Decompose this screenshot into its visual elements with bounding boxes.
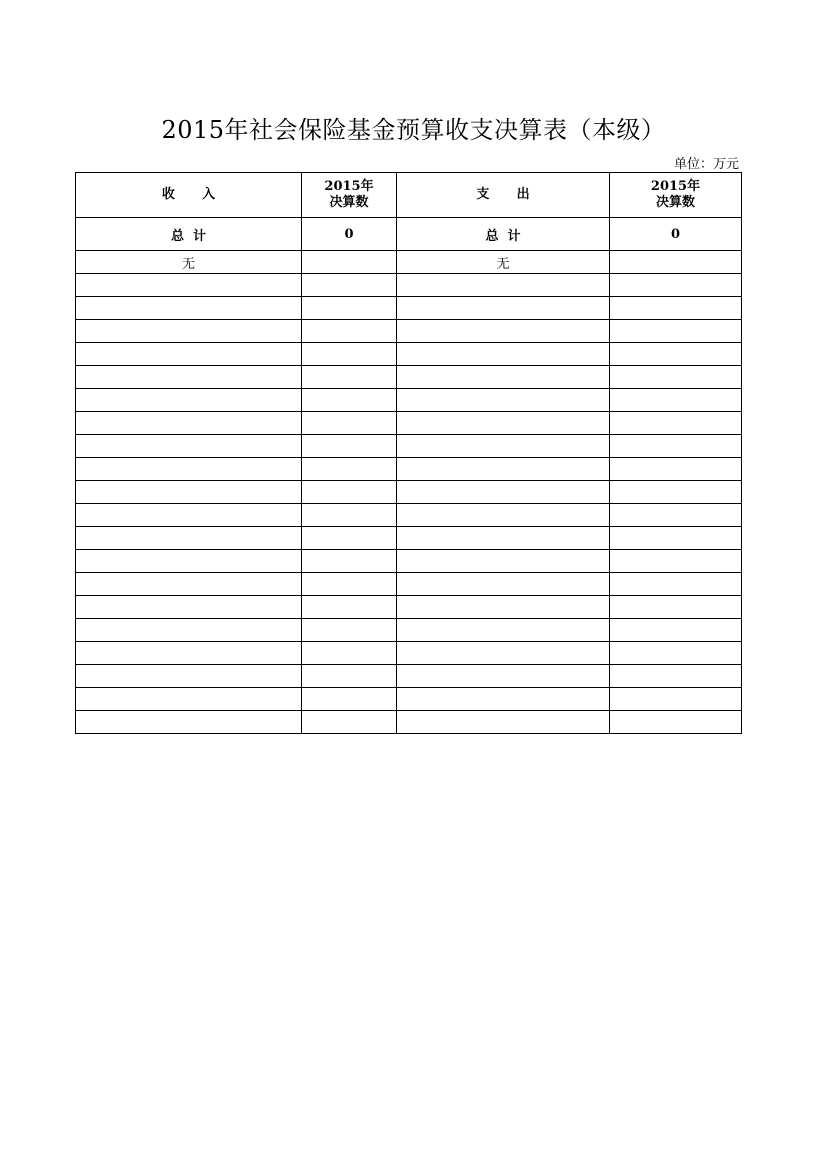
row-income-value-cell	[302, 251, 397, 274]
table-row	[76, 251, 742, 274]
row-income-cell: 无	[76, 251, 302, 274]
table-row	[76, 573, 742, 596]
table-row	[76, 688, 742, 711]
row-income-cell	[76, 619, 302, 642]
row-expense-cell	[397, 435, 610, 458]
row-expense-cell	[397, 596, 610, 619]
row-expense-value-cell	[610, 550, 742, 573]
row-expense-value-cell	[610, 343, 742, 366]
row-expense-value-cell	[610, 435, 742, 458]
row-income-value-cell	[302, 481, 397, 504]
table-row	[76, 527, 742, 550]
row-expense-value-cell	[610, 665, 742, 688]
row-income-value-cell	[302, 642, 397, 665]
row-expense-value-cell	[610, 320, 742, 343]
row-income-cell	[76, 711, 302, 734]
row-expense-value-cell	[610, 619, 742, 642]
row-expense-value-cell	[610, 481, 742, 504]
row-expense-value-cell	[610, 527, 742, 550]
row-expense-value-cell	[610, 688, 742, 711]
row-income-value-cell	[302, 366, 397, 389]
row-expense-value-cell	[610, 711, 742, 734]
row-expense-cell	[397, 274, 610, 297]
table-row	[76, 619, 742, 642]
table-row	[76, 458, 742, 481]
row-expense-value-cell	[610, 297, 742, 320]
row-expense-value-cell	[610, 412, 742, 435]
row-expense-cell	[397, 458, 610, 481]
row-income-cell	[76, 366, 302, 389]
table-row	[76, 343, 742, 366]
row-expense-cell	[397, 550, 610, 573]
total-income-label: 总 计	[76, 218, 302, 251]
table-row	[76, 435, 742, 458]
row-expense-cell	[397, 297, 610, 320]
row-income-value-cell	[302, 527, 397, 550]
table-row	[76, 665, 742, 688]
row-income-cell	[76, 573, 302, 596]
row-expense-cell	[397, 665, 610, 688]
row-income-cell	[76, 320, 302, 343]
row-expense-value-cell	[610, 389, 742, 412]
row-income-value-cell	[302, 619, 397, 642]
table-row	[76, 320, 742, 343]
row-income-value-cell	[302, 711, 397, 734]
table-row	[76, 366, 742, 389]
table-row	[76, 481, 742, 504]
row-income-cell	[76, 688, 302, 711]
budget-table	[75, 172, 742, 734]
table-row	[76, 297, 742, 320]
header-income: 收 入	[76, 173, 302, 218]
table-row	[76, 389, 742, 412]
row-income-value-cell	[302, 688, 397, 711]
row-income-value-cell	[302, 458, 397, 481]
row-expense-value-cell	[610, 642, 742, 665]
row-income-cell	[76, 389, 302, 412]
row-income-cell	[76, 527, 302, 550]
row-expense-value-cell	[610, 251, 742, 274]
row-income-cell	[76, 343, 302, 366]
row-expense-value-cell	[610, 596, 742, 619]
row-expense-cell	[397, 527, 610, 550]
row-income-cell	[76, 642, 302, 665]
total-income-value: 0	[302, 218, 397, 251]
row-income-cell	[76, 504, 302, 527]
row-expense-value-cell	[610, 504, 742, 527]
row-income-value-cell	[302, 297, 397, 320]
row-income-value-cell	[302, 343, 397, 366]
header-expense: 支 出	[397, 173, 610, 218]
row-expense-value-cell	[610, 458, 742, 481]
row-income-cell	[76, 550, 302, 573]
row-income-cell	[76, 665, 302, 688]
header-row	[76, 173, 742, 218]
row-income-cell	[76, 297, 302, 320]
table-row	[76, 274, 742, 297]
total-expense-value: 0	[610, 218, 742, 251]
row-expense-cell	[397, 619, 610, 642]
table-row	[76, 642, 742, 665]
row-income-value-cell	[302, 320, 397, 343]
table-row	[76, 711, 742, 734]
row-income-cell	[76, 481, 302, 504]
page-title: 2015年社会保险基金预算收支决算表（本级）	[161, 116, 666, 144]
table-row	[76, 596, 742, 619]
row-expense-cell: 无	[397, 251, 610, 274]
row-income-value-cell	[302, 389, 397, 412]
row-expense-value-cell	[610, 366, 742, 389]
row-income-cell	[76, 412, 302, 435]
row-income-cell	[76, 435, 302, 458]
row-expense-cell	[397, 504, 610, 527]
unit-label: 单位：万元	[673, 157, 739, 172]
row-expense-cell	[397, 320, 610, 343]
row-expense-cell	[397, 366, 610, 389]
row-expense-cell	[397, 573, 610, 596]
row-expense-cell	[397, 389, 610, 412]
row-income-cell	[76, 458, 302, 481]
row-income-value-cell	[302, 665, 397, 688]
table-row	[76, 550, 742, 573]
total-row	[76, 218, 742, 251]
row-expense-cell	[397, 688, 610, 711]
row-expense-cell	[397, 711, 610, 734]
row-income-value-cell	[302, 504, 397, 527]
row-expense-cell	[397, 343, 610, 366]
row-income-value-cell	[302, 274, 397, 297]
header-income-amount: 2015年 决算数	[302, 173, 397, 218]
row-income-value-cell	[302, 412, 397, 435]
row-expense-cell	[397, 642, 610, 665]
header-expense-amount: 2015年 决算数	[610, 173, 742, 218]
row-income-cell	[76, 274, 302, 297]
row-income-value-cell	[302, 596, 397, 619]
row-income-cell	[76, 596, 302, 619]
row-expense-value-cell	[610, 274, 742, 297]
row-expense-cell	[397, 481, 610, 504]
row-income-value-cell	[302, 550, 397, 573]
total-expense-label: 总 计	[397, 218, 610, 251]
table-row	[76, 504, 742, 527]
row-income-value-cell	[302, 435, 397, 458]
row-expense-cell	[397, 412, 610, 435]
table-row	[76, 412, 742, 435]
row-income-value-cell	[302, 573, 397, 596]
row-expense-value-cell	[610, 573, 742, 596]
